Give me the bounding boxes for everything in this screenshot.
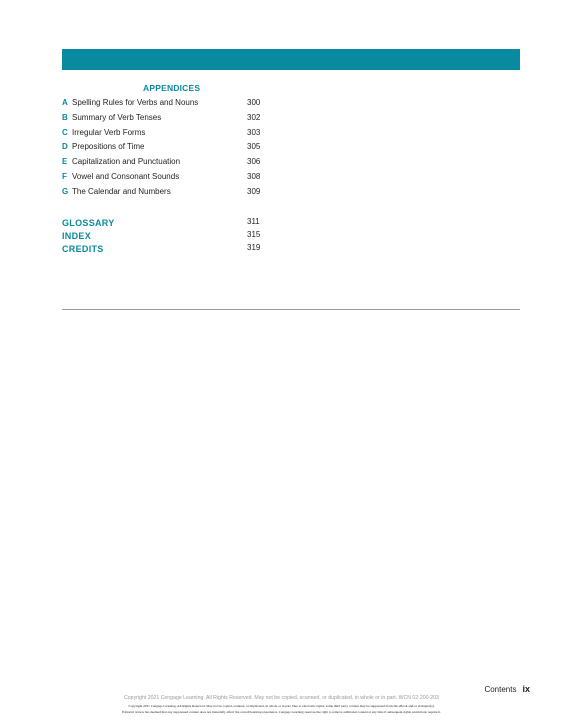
appendix-title: Irregular Verb Forms	[72, 127, 146, 137]
appendix-entry[interactable]	[62, 155, 272, 170]
copyright-notice: Copyright 2021 Cengage Learning. All Rights Reserved. May not be copied, scanned, or duplicated, in whole or in part. Due to electronic rights, some third party content may be suppressed from the eBook and/or eChapter(s).	[128, 704, 435, 708]
appendix-title: Spelling Rules for Verbs and Nouns	[72, 98, 199, 107]
appendix-title: The Calendar and Numbers	[72, 186, 171, 196]
appendix-title: Summary of Verb Tenses	[72, 112, 162, 122]
copyright-watermark: Copyright 2021 Cengage Learning. All Rights Reserved. May not be copied, scanned, or duplicated, in whole or in part. WCN 02-200-203	[124, 695, 439, 701]
appendix-page: 305	[247, 142, 261, 152]
footer-label: Contents	[484, 685, 517, 694]
major-section-label: INDEX	[62, 230, 92, 241]
header-bar	[62, 49, 520, 70]
page-number: ix	[522, 684, 530, 694]
appendix-letter: B	[62, 112, 68, 122]
appendix-page: 303	[247, 127, 261, 137]
appendix-letter: A	[62, 98, 68, 107]
major-section-page: 315	[247, 229, 261, 239]
major-section-page: 319	[247, 242, 261, 252]
appendix-entry[interactable]	[62, 170, 272, 185]
appendix-title: Capitalization and Punctuation	[72, 157, 181, 167]
appendix-page: 302	[247, 112, 261, 122]
major-section-label: GLOSSARY	[62, 218, 115, 228]
appendix-letter: E	[62, 157, 68, 167]
section-title-appendices: APPENDICES	[143, 83, 201, 93]
appendix-page: 308	[247, 171, 261, 181]
editorial-notice: Editorial review has deemed that any suppressed content does not materially affect the overall learning experience. Cengage Learning reserves the right to remove additional content at any time if subsequent rights restrictions require it.	[122, 710, 441, 714]
appendix-entry[interactable]	[62, 111, 272, 126]
appendix-title: Prepositions of Time	[72, 142, 145, 152]
major-section-label: CREDITS	[62, 243, 104, 254]
major-section-index[interactable]	[62, 229, 272, 242]
appendix-entry[interactable]	[62, 96, 272, 111]
appendix-entry[interactable]	[62, 126, 272, 141]
major-sections-list	[62, 216, 272, 254]
appendix-page: 300	[247, 98, 261, 107]
appendix-letter: G	[62, 186, 69, 196]
major-section-credits[interactable]	[62, 242, 272, 255]
appendix-entry[interactable]	[62, 140, 272, 155]
page-footer	[484, 684, 530, 694]
appendix-page: 306	[247, 157, 261, 167]
appendix-page: 309	[247, 186, 261, 196]
appendix-letter: D	[62, 142, 68, 152]
major-section-glossary[interactable]	[62, 216, 272, 229]
appendix-entry[interactable]	[62, 185, 272, 200]
appendix-title: Vowel and Consonant Sounds	[72, 171, 180, 181]
divider	[62, 309, 520, 310]
appendix-letter: F	[62, 171, 67, 181]
major-section-page: 311	[247, 217, 260, 226]
appendix-letter: C	[62, 127, 68, 137]
appendices-list	[62, 96, 272, 200]
